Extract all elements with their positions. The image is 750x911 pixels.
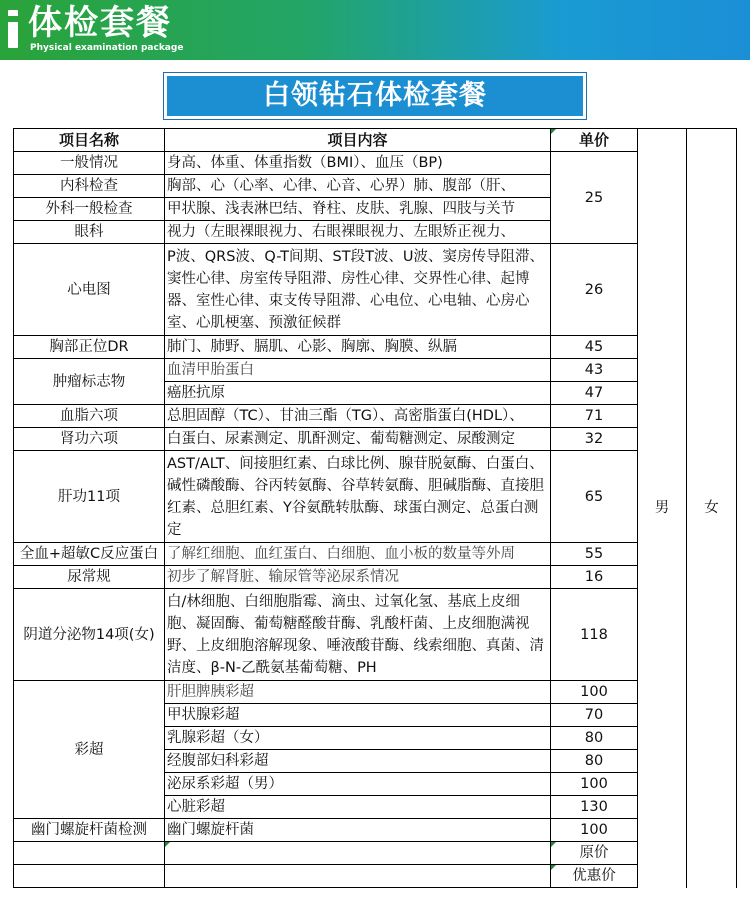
header-banner bbox=[0, 0, 750, 60]
item-name: 肾功六项 bbox=[14, 428, 165, 451]
discount-price-row bbox=[14, 865, 737, 888]
item-content: 心脏彩超 bbox=[165, 796, 551, 819]
item-content: 甲状腺、浅表淋巴结、脊柱、皮肤、乳腺、四肢与关节 bbox=[165, 198, 551, 221]
item-content: 总胆固醇（TC）、甘油三酯（TG）、高密脂蛋白(HDL）、 bbox=[165, 405, 551, 428]
item-name: 彩超 bbox=[14, 681, 165, 819]
banner-bar-icon bbox=[8, 10, 18, 48]
item-price: 25 bbox=[551, 152, 638, 244]
table-row bbox=[14, 336, 737, 359]
item-content: 白蛋白、尿素测定、肌酐测定、葡萄糖测定、尿酸测定 bbox=[165, 428, 551, 451]
item-price: 16 bbox=[551, 566, 638, 589]
item-name: 眼科 bbox=[14, 221, 165, 244]
item-price: 47 bbox=[551, 382, 638, 405]
item-content: 泌尿系彩超（男） bbox=[165, 773, 551, 796]
summary-empty-cell bbox=[14, 865, 165, 888]
discount-price-label: 优惠价 bbox=[551, 865, 638, 888]
item-price: 80 bbox=[551, 750, 638, 773]
summary-empty-cell bbox=[165, 865, 551, 888]
item-content: 初步了解肾脏、输尿管等泌尿系情况 bbox=[165, 566, 551, 589]
item-content: 胸部、心（心率、心律、心音、心界）肺、腹部（肝、 bbox=[165, 175, 551, 198]
item-name: 尿常规 bbox=[14, 566, 165, 589]
header-content: 项目内容 bbox=[165, 129, 551, 152]
item-content: 乳腺彩超（女） bbox=[165, 727, 551, 750]
summary-empty-cell bbox=[14, 842, 165, 865]
item-name: 肿瘤标志物 bbox=[14, 359, 165, 405]
item-content: 了解红细胞、血红蛋白、白细胞、血小板的数量等外周 bbox=[165, 543, 551, 566]
female-column: 女 bbox=[687, 129, 737, 888]
item-price: 65 bbox=[551, 451, 638, 543]
item-price: 26 bbox=[551, 244, 638, 336]
table-row bbox=[14, 405, 737, 428]
item-name: 外科一般检查 bbox=[14, 198, 165, 221]
item-name: 一般情况 bbox=[14, 152, 165, 175]
item-content: 白/林细胞、白细胞脂霉、滴虫、过氧化氢、基底上皮细胞、凝固酶、葡萄糖醛酸苷酶、乳酸杆菌、上皮细胞满视野、上皮细胞溶解现象、唾液酸苷酶、线索细胞、真菌、清洁度、β-N-乙酰氨基葡萄糖、PH bbox=[165, 589, 551, 681]
summary-empty-cell bbox=[165, 842, 551, 865]
item-content: 癌胚抗原 bbox=[165, 382, 551, 405]
table-row bbox=[14, 244, 737, 336]
item-content: 甲状腺彩超 bbox=[165, 704, 551, 727]
item-price: 70 bbox=[551, 704, 638, 727]
item-content: P波、QRS波、Q-T间期、ST段T波、U波、窦房传导阻滞、窦性心律、房室传导阻滞、房性心律、交界性心律、起博器、室性心律、束支传导阻滞、心电位、心电轴、心房心室、心肌梗塞、预激征候群 bbox=[165, 244, 551, 336]
banner-subtitle: Physical examination package bbox=[30, 43, 184, 53]
item-price: 100 bbox=[551, 681, 638, 704]
item-price: 100 bbox=[551, 819, 638, 842]
item-content: 幽门螺旋杆菌 bbox=[165, 819, 551, 842]
table-row bbox=[14, 566, 737, 589]
table-row bbox=[14, 681, 737, 704]
item-name: 全血+超敏C反应蛋白 bbox=[14, 543, 165, 566]
item-price: 118 bbox=[551, 589, 638, 681]
item-price: 100 bbox=[551, 773, 638, 796]
table-row bbox=[14, 451, 737, 543]
item-price: 55 bbox=[551, 543, 638, 566]
item-content: 肺门、肺野、膈肌、心影、胸廓、胸膜、纵膈 bbox=[165, 336, 551, 359]
table-header-row bbox=[14, 129, 737, 152]
item-name: 心电图 bbox=[14, 244, 165, 336]
item-name: 胸部正位DR bbox=[14, 336, 165, 359]
item-price: 80 bbox=[551, 727, 638, 750]
package-title-box bbox=[163, 72, 587, 120]
table-row bbox=[14, 428, 737, 451]
item-name: 阴道分泌物14项(女) bbox=[14, 589, 165, 681]
table-row bbox=[14, 152, 737, 175]
item-name: 肝功11项 bbox=[14, 451, 165, 543]
item-content: 血清甲胎蛋白 bbox=[165, 359, 551, 382]
table-row bbox=[14, 819, 737, 842]
item-price: 45 bbox=[551, 336, 638, 359]
male-column: 男 bbox=[638, 129, 687, 888]
banner-title: 体检套餐 bbox=[28, 3, 172, 43]
item-content: 肝胆脾胰彩超 bbox=[165, 681, 551, 704]
item-price: 130 bbox=[551, 796, 638, 819]
table-row bbox=[14, 543, 737, 566]
item-price: 71 bbox=[551, 405, 638, 428]
original-price-row bbox=[14, 842, 737, 865]
header-price: 单价 bbox=[551, 129, 638, 152]
item-name: 血脂六项 bbox=[14, 405, 165, 428]
item-content: 经腹部妇科彩超 bbox=[165, 750, 551, 773]
item-price: 43 bbox=[551, 359, 638, 382]
item-price: 32 bbox=[551, 428, 638, 451]
item-name: 内科检查 bbox=[14, 175, 165, 198]
header-name: 项目名称 bbox=[14, 129, 165, 152]
item-name: 幽门螺旋杆菌检测 bbox=[14, 819, 165, 842]
table-row bbox=[14, 359, 737, 382]
table-row bbox=[14, 589, 737, 681]
item-content: AST/ALT、间接胆红素、白球比例、腺苷脱氨酶、白蛋白、碱性磷酸酶、谷丙转氨酶、谷草转氨酶、胆碱脂酶、直接胆红素、总胆红素、Y谷氨酰转肽酶、球蛋白测定、总蛋白测定 bbox=[165, 451, 551, 543]
original-price-label: 原价 bbox=[551, 842, 638, 865]
package-table bbox=[13, 128, 737, 888]
item-content: 视力（左眼裸眼视力、右眼裸眼视力、左眼矫正视力、 bbox=[165, 221, 551, 244]
package-title: 白领钻石体检套餐 bbox=[167, 76, 583, 116]
item-content: 身高、体重、体重指数（BMI）、血压（BP) bbox=[165, 152, 551, 175]
